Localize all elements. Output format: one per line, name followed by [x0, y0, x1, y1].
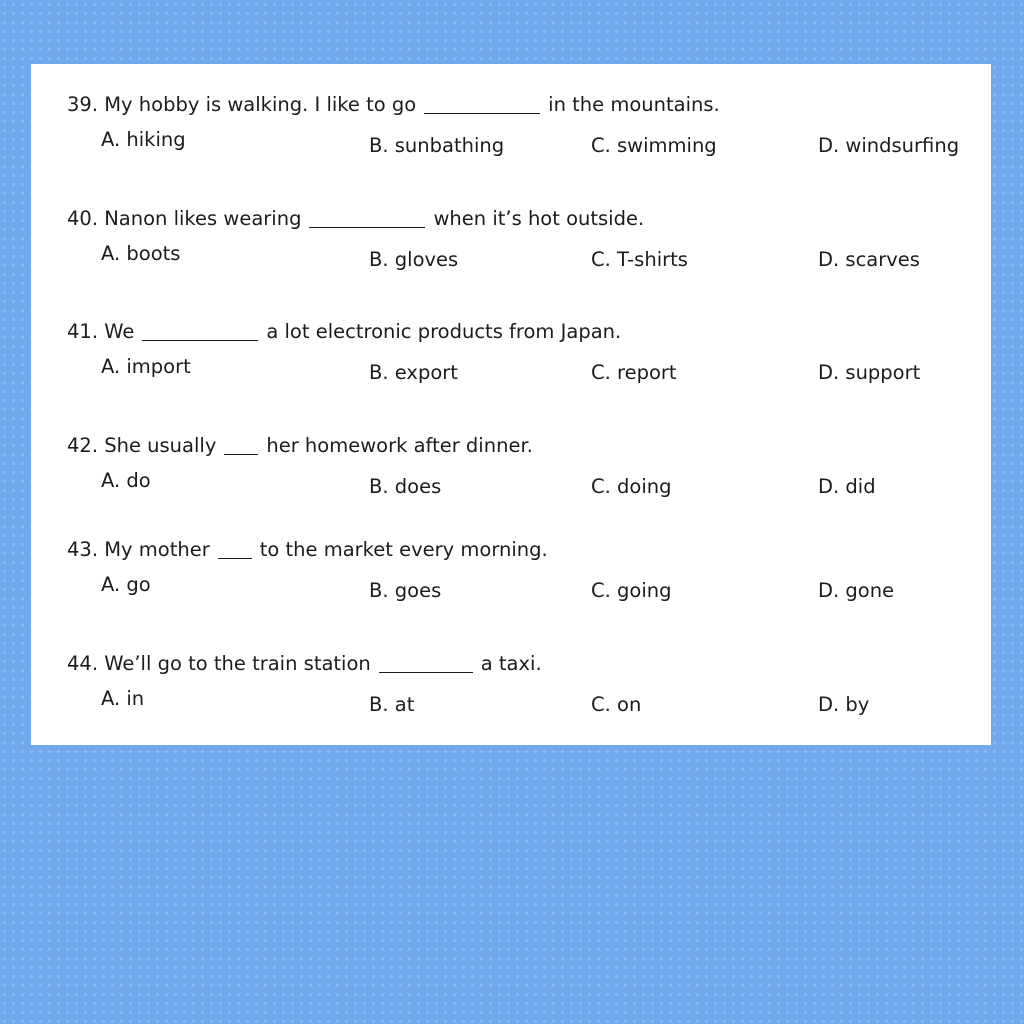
option-d: D. by [818, 693, 870, 716]
stem-after-blank: when it’s hot outside. [433, 207, 645, 230]
question-number: 40. [67, 207, 99, 230]
option-b: B. export [369, 361, 458, 384]
option-b: B. does [369, 475, 442, 498]
question-stem [67, 537, 548, 562]
option-d: D. gone [818, 579, 895, 602]
option-d: D. scarves [818, 248, 920, 271]
option-a: A. boots [101, 242, 181, 265]
option-d: D. did [818, 475, 876, 498]
option-c: C. doing [591, 475, 672, 498]
question-42 [31, 433, 991, 533]
option-a: A. go [101, 573, 151, 596]
question-number: 43. [67, 538, 99, 561]
stem-before-blank: We [104, 320, 135, 343]
option-c: C. swimming [591, 134, 717, 157]
option-c: C. on [591, 693, 642, 716]
stem-before-blank: She usually [104, 434, 217, 457]
question-43 [31, 537, 991, 637]
option-d: D. support [818, 361, 921, 384]
option-d: D. windsurfing [818, 134, 960, 157]
worksheet-page [31, 64, 991, 745]
stem-before-blank: My mother [104, 538, 210, 561]
question-40 [31, 206, 991, 306]
question-number: 41. [67, 320, 99, 343]
stem-before-blank: Nanon likes wearing [104, 207, 302, 230]
option-b: B. gloves [369, 248, 459, 271]
question-stem [67, 651, 542, 676]
answer-blank [424, 95, 540, 114]
question-41 [31, 319, 991, 419]
question-stem [67, 206, 644, 231]
option-b: B. at [369, 693, 415, 716]
answer-blank [224, 436, 258, 455]
stem-after-blank: her homework after dinner. [266, 434, 533, 457]
option-a: A. hiking [101, 128, 186, 151]
answer-blank [309, 209, 425, 228]
stem-after-blank: a taxi. [480, 652, 542, 675]
stem-before-blank: We’ll go to the train station [104, 652, 371, 675]
option-a: A. in [101, 687, 145, 710]
answer-blank [379, 654, 473, 673]
option-c: C. going [591, 579, 672, 602]
stem-after-blank: to the market every morning. [259, 538, 548, 561]
question-stem [67, 433, 533, 458]
option-b: B. goes [369, 579, 442, 602]
option-c: C. report [591, 361, 677, 384]
question-number: 39. [67, 93, 99, 116]
question-44 [31, 651, 991, 745]
question-stem [67, 92, 720, 117]
stem-after-blank: a lot electronic products from Japan. [266, 320, 622, 343]
question-stem [67, 319, 621, 344]
stem-before-blank: My hobby is walking. I like to go [104, 93, 417, 116]
option-c: C. T-shirts [591, 248, 688, 271]
question-number: 42. [67, 434, 99, 457]
stem-after-blank: in the mountains. [548, 93, 720, 116]
question-39 [31, 92, 991, 192]
question-number: 44. [67, 652, 99, 675]
answer-blank [218, 540, 252, 559]
option-a: A. do [101, 469, 151, 492]
option-a: A. import [101, 355, 191, 378]
answer-blank [142, 322, 258, 341]
option-b: B. sunbathing [369, 134, 505, 157]
